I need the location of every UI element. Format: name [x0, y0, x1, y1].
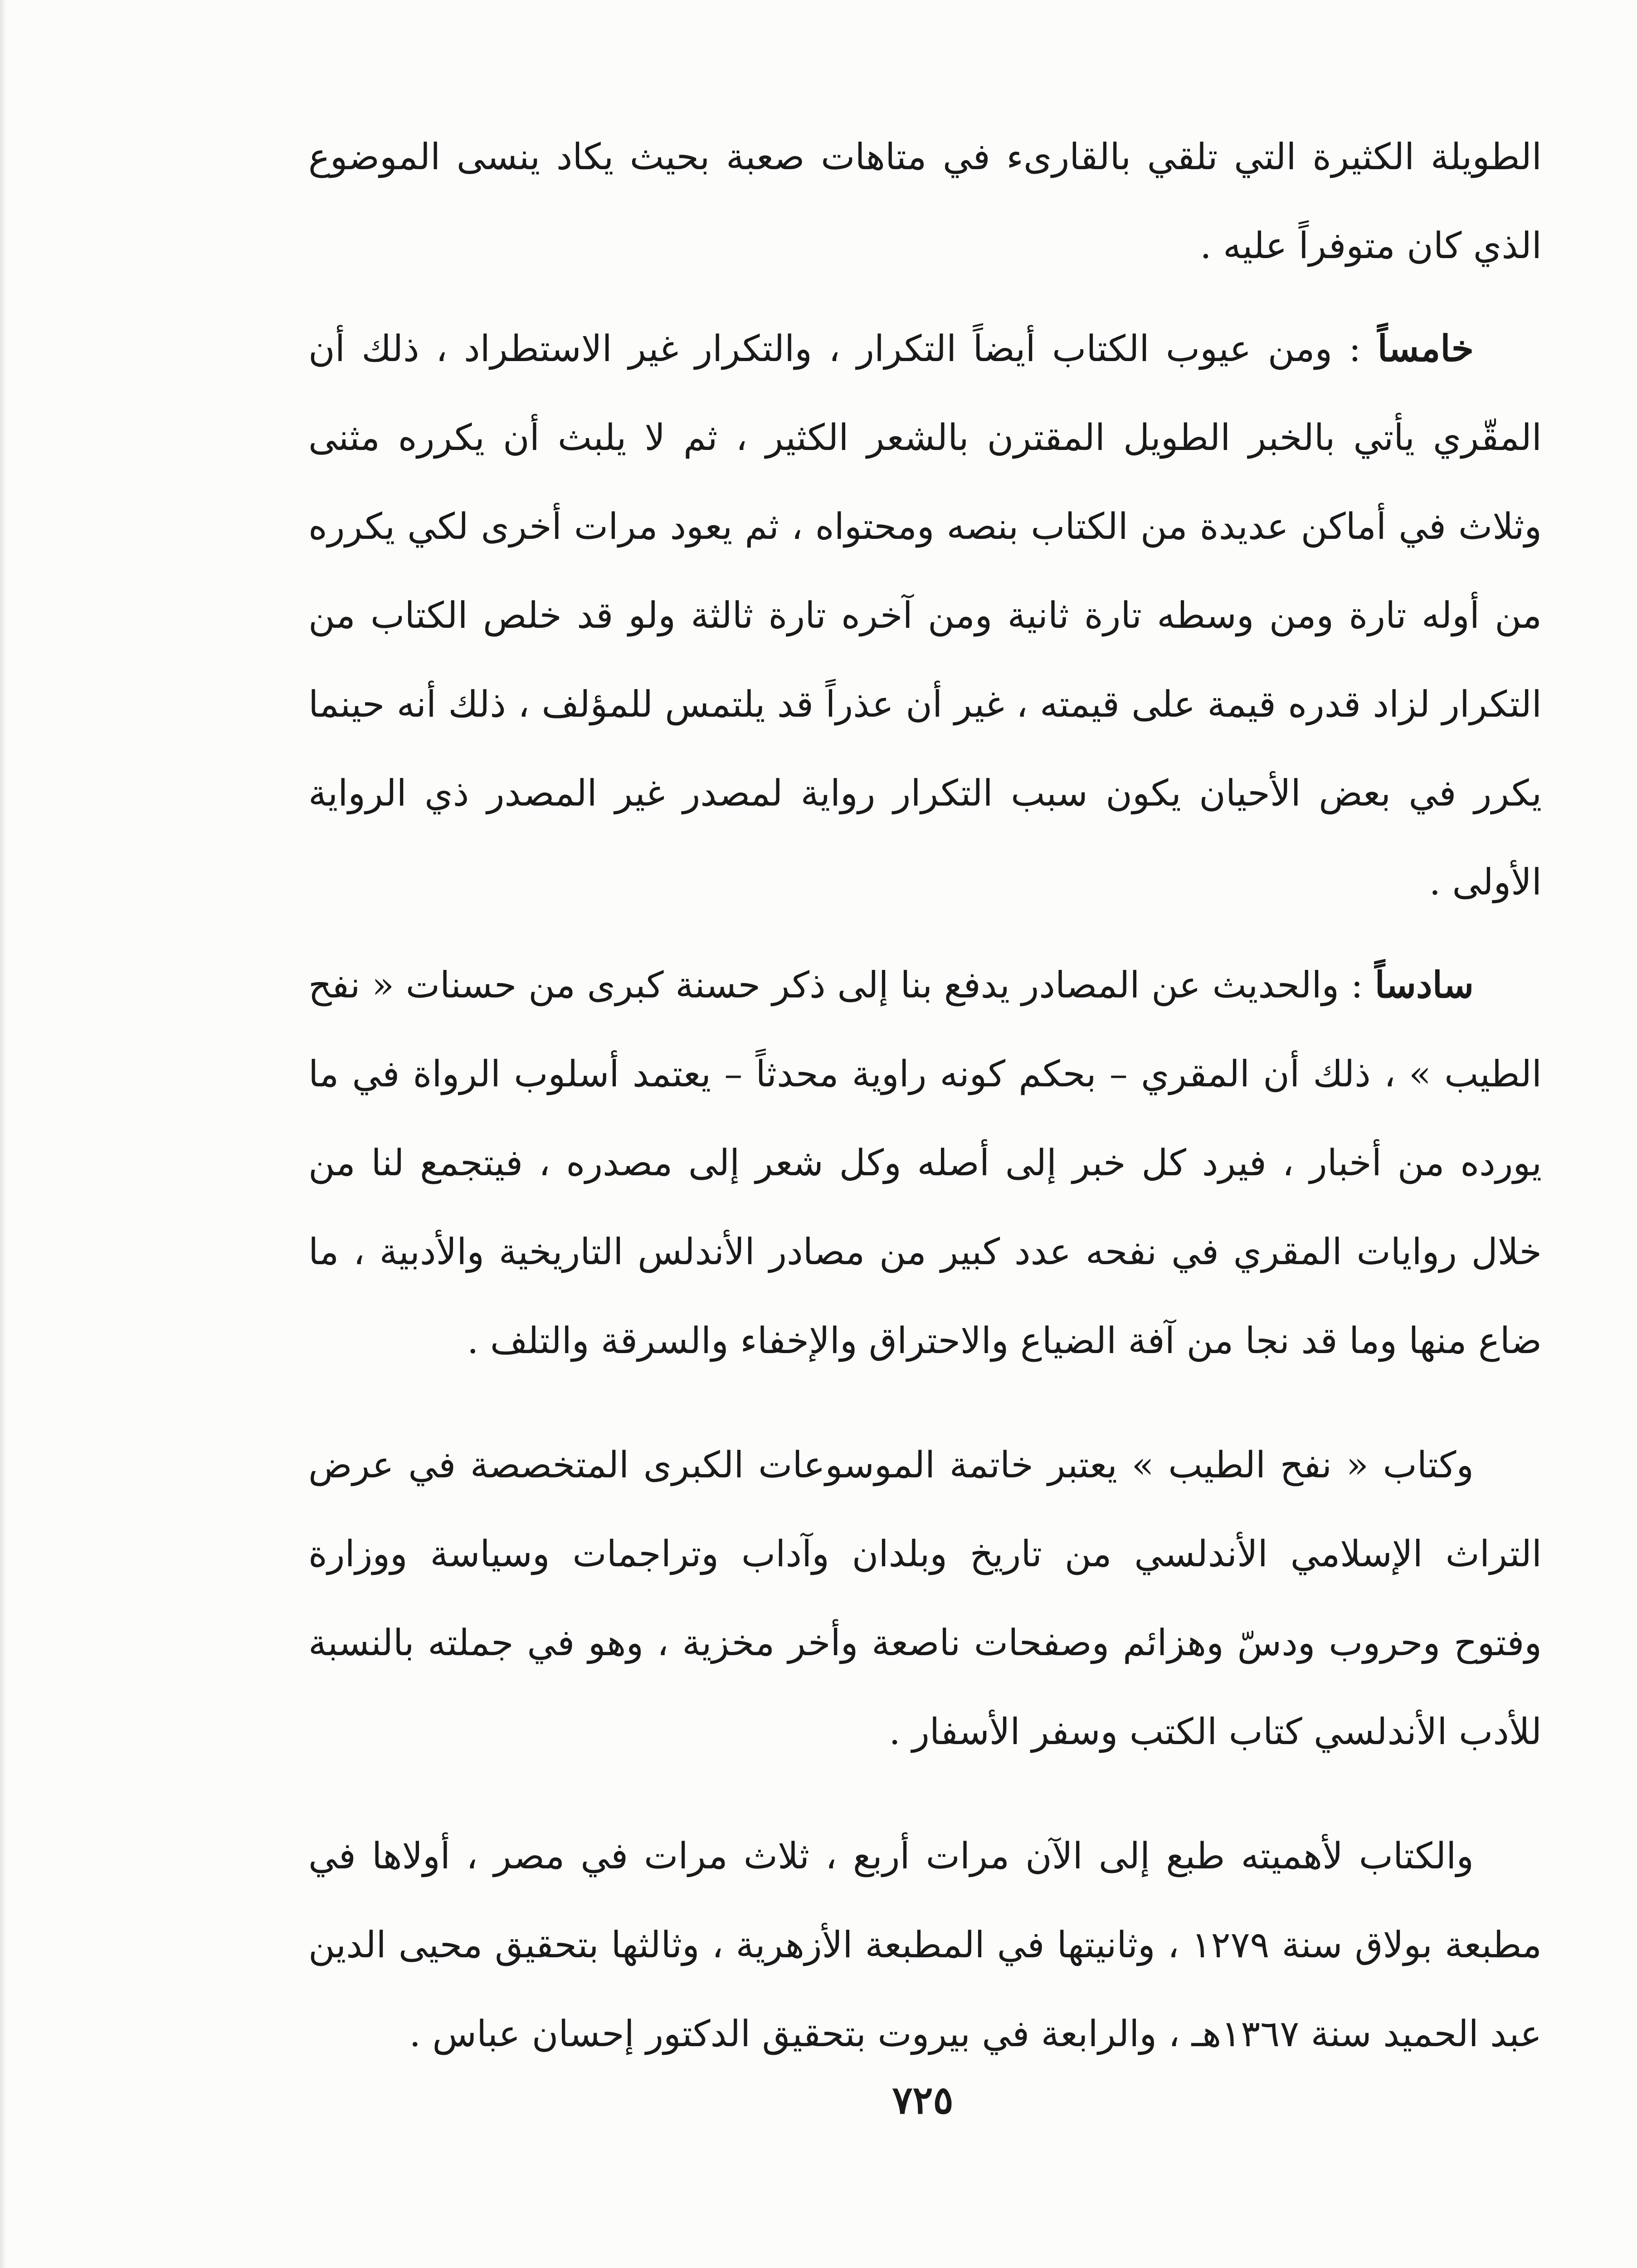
paragraph-nafh-al-tib [308, 1421, 1542, 1776]
paragraph-text: الطويلة الكثيرة التي تلقي بالقارىء في متاهات صعبة بحيث يكاد ينسى الموضوع الذي كان متوفراً عليه . [308, 136, 1542, 267]
page-number: ٧٢٥ [892, 2077, 954, 2122]
page-edge-shadow [0, 0, 6, 2268]
paragraph-text: : والحديث عن المصادر يدفع بنا إلى ذكر حسنة كبرى من حسنات « نفح الطيب » ، ذلك أن المقري – بحكم كونه راوية محدثاً – يعتمد أسلوب الرواة في ما يورده من أخبار ، فيرد كل خبر إلى أصله وكل شعر إلى مصدره ، فيتجمع لنا من خلال روايات المقري في نفحه عدد كبير من مصادر الأندلس التاريخية والأدبية ، ما ضاع منها وما قد نجا من آفة الضياع والاحتراق والإخفاء والسرقة والتلف . [308, 964, 1542, 1362]
paragraph-keyword: خامساً [1377, 327, 1474, 370]
paragraph-continuation [308, 112, 1542, 290]
paragraph-keyword: سادساً [1374, 963, 1474, 1006]
paragraph-text: : ومن عيوب الكتاب أيضاً التكرار ، والتكرار غير الاستطراد ، ذلك أن المقّري يأتي بالخبر الطويل المقترن بالشعر الكثير ، ثم لا يلبث أن يكرره مثنى وثلاث في أماكن عديدة من الكتاب بنصه ومحتواه ، ثم يعود مرات أخرى لكي يكرره من أوله تارة ومن وسطه تارة ثانية ومن آخره تارة ثالثة ولو قد خلص الكتاب من التكرار لزاد قدره قيمة على قيمته ، غير أن عذراً قد يلتمس للمؤلف ، ذلك أنه حينما يكرر في بعض الأحيان يكون سبب التكرار رواية لمصدر غير المصدر ذي الرواية الأولى . [308, 327, 1542, 903]
paragraph-text: والكتاب لأهميته طبع إلى الآن مرات أربع ، ثلاث مرات في مصر ، أولاها في مطبعة بولاق سنة ١٢٧٩ ، وثانيتها في المطبعة الأزهرية ، وثالثها بتحقيق محيى الدين عبد الحميد سنة ١٣٦٧هـ ، والرابعة في بيروت بتحقيق الدكتور إحسان عباس . [308, 1835, 1542, 2055]
paragraph-fifth [308, 304, 1542, 927]
body-text [308, 112, 1542, 2078]
paragraph-editions [308, 1812, 1542, 2078]
paragraph-sixth [308, 940, 1542, 1385]
paragraph-text: وكتاب « نفح الطيب » يعتبر خاتمة الموسوعات الكبرى المتخصصة في عرض التراث الإسلامي الأندلسي من تاريخ وبلدان وآداب وتراجمات وسياسة ووزارة وفتوح وحروب ودسّ وهزائم وصفحات ناصعة وأخر مخزية ، وهو في جملته بالنسبة للأدب الأندلسي كتاب الكتب وسفر الأسفار . [308, 1444, 1542, 1753]
